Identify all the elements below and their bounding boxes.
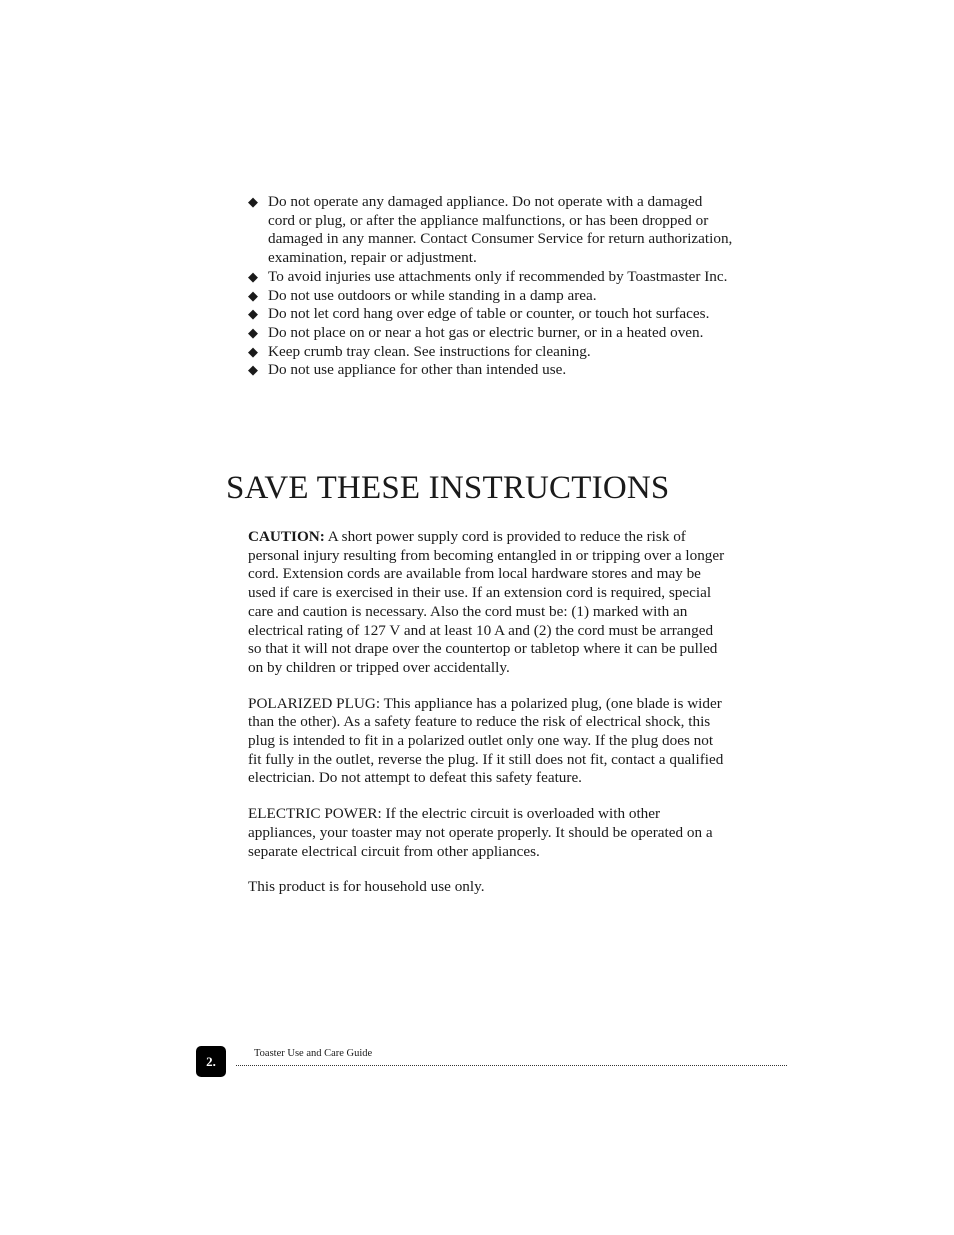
diamond-bullet-icon: ◆: [248, 324, 258, 340]
diamond-bullet-icon: ◆: [248, 194, 258, 209]
list-item: [248, 361, 733, 380]
diamond-bullet-icon: ◆: [248, 362, 258, 378]
bullet-text: Do not use outdoors or while standing in a damp area.: [268, 286, 597, 304]
diamond-bullet-icon: ◆: [248, 268, 258, 284]
footer-dotted-rule: [236, 1065, 787, 1066]
bullet-text: Do not let cord hang over edge of table or counter, or touch hot surfaces.: [268, 305, 710, 323]
electric-power-paragraph: ELECTRIC POWER: If the electric circuit is overloaded with other appliances, your toaster may not operate properly. It should be operated on a separate electrical circuit from other appliances.: [248, 805, 713, 860]
bullet-text: To avoid injuries use attachments only if recommended by Toastmaster Inc.: [268, 267, 728, 285]
instructions-body: [248, 528, 730, 914]
caution-label: CAUTION:: [248, 528, 325, 545]
caution-paragraph: [248, 528, 730, 678]
polarized-plug-paragraph: POLARIZED PLUG: This appliance has a polarized plug, (one blade is wider than the other). As a safety feature to reduce the risk of electrical shock, this plug is intended to fit in a polarized outlet only one way. If the plug does not fit fully in the outlet, reverse the plug. If it still does not fit, contact a qualified electrician. Do not attempt to defeat this safety feature.: [248, 694, 724, 787]
list-item: [248, 324, 733, 343]
list-item: [248, 193, 733, 268]
footer-title: Toaster Use and Care Guide: [254, 1048, 373, 1059]
page-number-badge: 2.: [196, 1046, 226, 1077]
diamond-bullet-icon: ◆: [248, 343, 258, 359]
caution-text: A short power supply cord is provided to reduce the risk of personal injury resulting from becoming entangled in or tripping over a longer cord. Extension cords are available from local hardware stores and may be used if care is exercised in their use. If an extension cord is required, special care and caution is necessary. Also the cord must be: (1) marked with an electrical rating of 127 V and at least 10 A and (2) the cord must be arranged so that it will not drape over the countertop or tabletop where it can be pulled on by children or tripped over accidentally.: [248, 528, 725, 676]
bullet-text: Do not use appliance for other than intended use.: [268, 361, 567, 379]
bullet-text: Keep crumb tray clean. See instructions for cleaning.: [268, 342, 591, 360]
section-heading: SAVE THESE INSTRUCTIONS: [226, 470, 670, 506]
list-item: [248, 343, 733, 362]
household-use-note: This product is for household use only.: [248, 878, 485, 896]
list-item: [248, 287, 733, 306]
diamond-bullet-icon: ◆: [248, 306, 258, 322]
list-item: [248, 305, 733, 324]
diamond-bullet-icon: ◆: [248, 287, 258, 303]
list-item: [248, 268, 733, 287]
safety-bullet-list: [248, 193, 733, 380]
bullet-text: Do not operate any damaged appliance. Do not operate with a damaged cord or plug, or after the appliance malfunctions, or has been dropped or damaged in any manner. Contact Consumer Service for return authorization, examination, repair or adjustment.: [268, 193, 733, 267]
bullet-text: Do not place on or near a hot gas or electric burner, or in a heated oven.: [268, 323, 704, 341]
